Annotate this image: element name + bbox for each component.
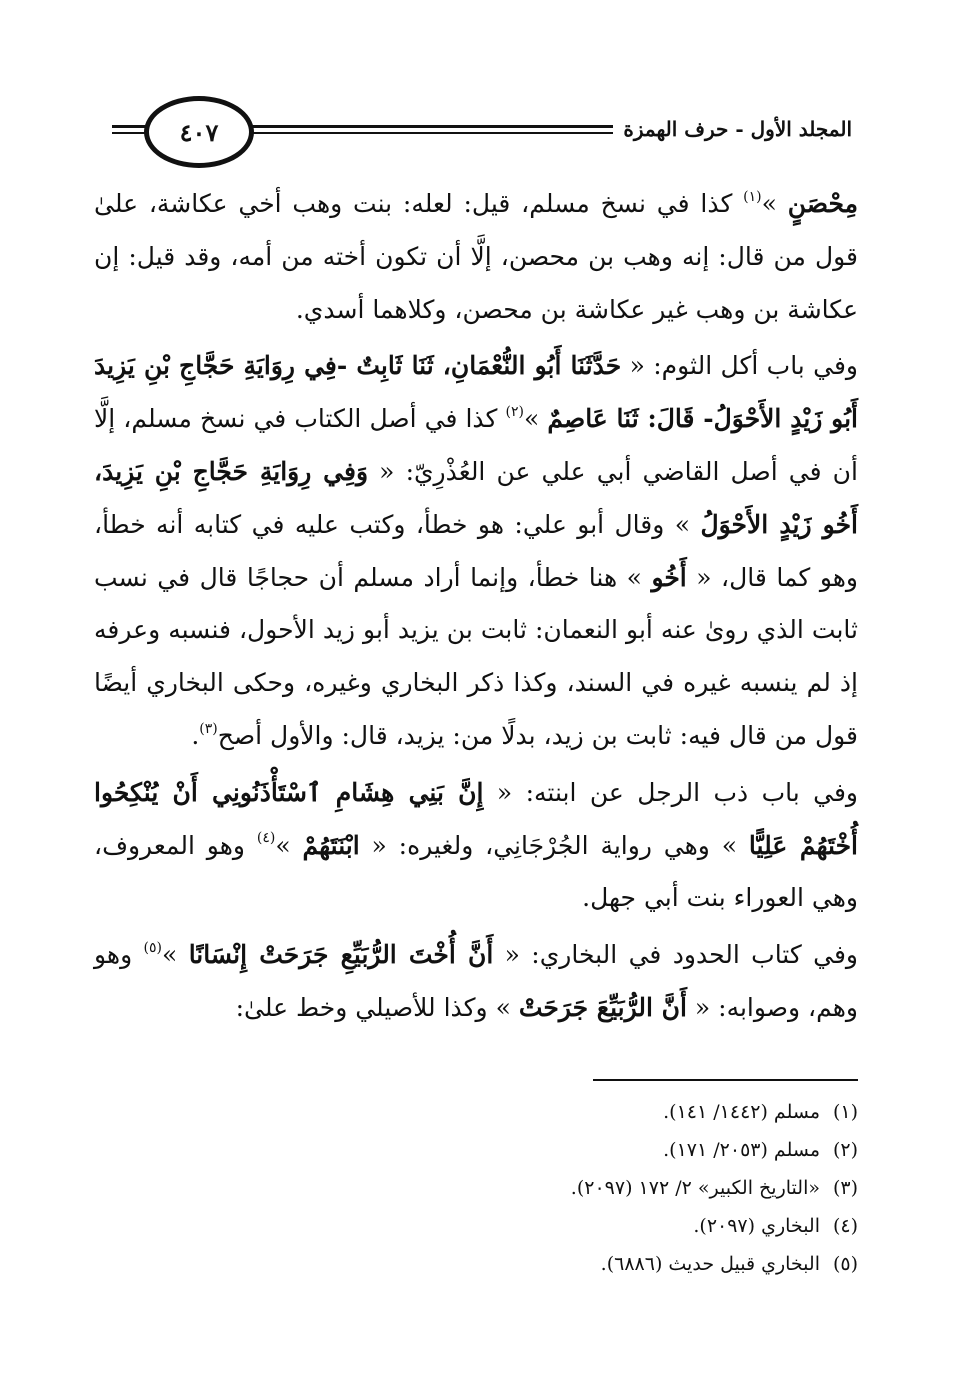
footnote-ref: (٢): [505, 403, 524, 420]
text-run: »: [275, 830, 303, 860]
paragraph: [94, 340, 858, 762]
footnote-separator: [593, 1079, 858, 1081]
text-run: » وقال أبو علي: هو خطأ، وكتب عليه في كتابه أنه خطأ، وهو كما قال، «: [94, 509, 858, 592]
footnote: [94, 1093, 858, 1131]
page-number-badge: [144, 96, 254, 168]
quoted-text: أَنَّ الرُّبَيِّعَ جَرَحَتْ: [518, 992, 687, 1022]
quoted-text: أَنَّ أُخْتَ الرُّبَيِّعِ جَرَحَتْ إِنْسَانًا: [188, 940, 494, 970]
text-run: » هنا خطأ، وإنما أراد مسلم أن حجاجًا قال في نسب ثابت الذي روىٰ عنه أبو النعمان: ثابت بن يزيد أبو زيد الأحول، فنسبه وعرفه إذ لم ينسبه غيره في السند، وكذا ذكر البخاري وغيره، وحكى البخاري أيضًا قول من قال فيه: ثابت بن زيد، بدلًا من: يزيد، قال: والأول أصح: [94, 562, 858, 750]
footnote-number: (١): [832, 1101, 858, 1123]
text-run: » وهي رواية الجُرْجَانِي، ولغيره: «: [359, 830, 749, 860]
footnote-number: (٤): [832, 1215, 858, 1237]
paragraph: [94, 929, 858, 1035]
footnote-ref: (٣): [199, 720, 218, 737]
footnote-ref: (١): [743, 188, 762, 205]
footnote: [94, 1131, 858, 1169]
text-run: .: [191, 720, 200, 750]
footnote-number: (٣): [832, 1177, 858, 1199]
quoted-text: إِنَّ بَنِي هِشَامِ ٱسْتَأْذَنُونِي أَنْ يُنْكِحُوا أُخْتَهُمْ عَلِيًّا: [94, 777, 858, 860]
quoted-text: مِحْصَنٍ: [787, 189, 858, 218]
footnote-ref: (٥): [143, 939, 163, 956]
text-run: كذا في أصل الكتاب في نسخ مسلم، إلَّا أن في أصل القاضي أبي علي عن العُذْرِيّ: «: [94, 404, 858, 486]
running-header: [112, 96, 858, 168]
quoted-text: ابْنَتَهُمْ: [302, 830, 360, 860]
text-run: كذا في نسخ مسلم، قيل: لعله: بنت وهب أخي عكاشة، علىٰ قول من قال: إنه وهب بن محصن، إلَّا أن تكون أخته من أمه، وقد قيل: إن عكاشة بن وهب غير عكاشة بن محصن، وكلاهما أسدي.: [94, 189, 858, 324]
footnote-number: (٢): [832, 1139, 858, 1161]
header-title: المجلد الأول - حرف الهمزة: [613, 116, 858, 142]
footnote-text: البخاري (٢٠٩٧).: [693, 1215, 820, 1237]
footnote-text: «التاريخ الكبير» ٢/ ١٧٢ (٢٠٩٧).: [570, 1177, 820, 1199]
paragraph: [94, 178, 858, 336]
footnote: [94, 1169, 858, 1207]
footnote-text: مسلم (٢٠٥٣/ ١٧١).: [663, 1139, 820, 1161]
footnote: [94, 1245, 858, 1283]
footnote-number: (٥): [832, 1253, 858, 1275]
main-text: [94, 178, 858, 1035]
text-run: وفي كتاب الحدود في البخاري: «: [493, 940, 858, 970]
footnote-ref: (٤): [256, 830, 276, 847]
quoted-text: حَدَّثَنَا أَبُو النُّعْمَانِ، ثَنَا ثَابِتٌ -فِي رِوَايَةِ حَجَّاجِ بْنِ يَزِيدَ أَبُو زَيْدٍ الأَحْوَلُ- قَالَ: ثَنَا عَاصِمٌ: [94, 351, 858, 434]
quoted-text: وَفِي رِوَايَةِ حَجَّاجِ بْنِ يَزِيدَ، أَخُو زَيْدٍ الأَحْوَلُ: [94, 456, 858, 539]
paragraph: [94, 767, 858, 925]
footnote: [94, 1207, 858, 1245]
text-run: وهو وهم، وصوابه: «: [94, 940, 858, 1022]
text-run: » وكذا للأصيلي وخط علىٰ:: [235, 992, 519, 1022]
footnotes: [94, 1093, 858, 1283]
page-number: ٤٠٧: [179, 117, 219, 147]
footnote-text: البخاري قبيل حديث (٦٨٨٦).: [600, 1253, 820, 1275]
text-run: »: [761, 189, 788, 218]
text-run: وفي باب ذب الرجل عن ابنته: «: [483, 777, 858, 807]
text-run: »: [162, 940, 189, 970]
text-run: وفي باب أكل الثوم: «: [621, 351, 858, 381]
quoted-text: أَخُو: [651, 562, 687, 592]
footnote-text: مسلم (١٤٤٢/ ١٤١).: [663, 1101, 820, 1123]
text-run: »: [523, 404, 548, 434]
text-run: وهو المعروف، وهي العوراء بنت أبي جهل.: [94, 830, 858, 913]
